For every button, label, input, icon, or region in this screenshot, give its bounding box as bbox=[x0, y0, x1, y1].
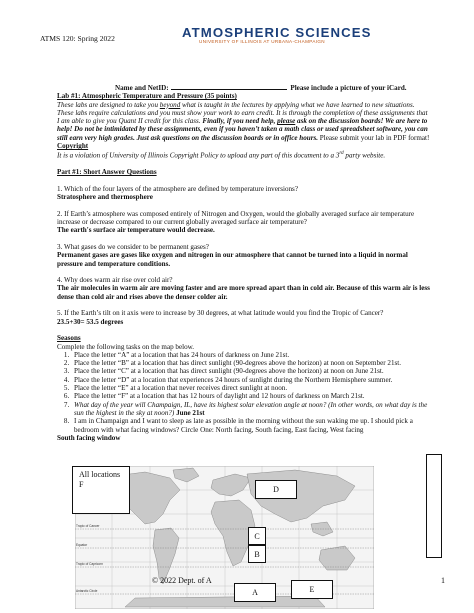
task8-answer: South facing window bbox=[57, 433, 121, 442]
answer-5: 23.5+30= 53.5 degrees bbox=[57, 317, 124, 326]
question-3: 3. What gases do we consider to be permanent gases? bbox=[57, 243, 209, 251]
lab-intro: These labs are designed to take you beyond what is taught in the lectures by applying what we have learned to new situations. These labs require calculations and you must show your work to earn credit. It is through the completion of these assignments that I am able to give you Quant II credit for this class. Finally, if you need help, please ask on the discussion boards! We are here to help! Do not be intimidated by these assignments, even if you haven’t taken a math class or used spreadsheet software, you can still earn very high grades. Just ask questions on the discussion boards or in office hours. Please submit your lab in PDF format! bbox=[57, 100, 430, 142]
name-netid-line bbox=[57, 84, 431, 92]
question-1: 1. Which of the four layers of the atmosphere are defined by temperature inversions? bbox=[57, 184, 298, 193]
seasons-heading: Seasons bbox=[57, 334, 81, 343]
seasons-task-list bbox=[57, 351, 431, 434]
answer-1: Stratosphere and thermosphere bbox=[57, 193, 153, 202]
letter-b-box: B bbox=[248, 545, 266, 563]
document-body bbox=[57, 84, 431, 442]
task7-answer: June 21st bbox=[176, 408, 205, 417]
task-item: 1. Place the letter “A” at a location that has 24 hours of darkness on June 21st. bbox=[71, 351, 431, 359]
letter-d-box: D bbox=[255, 480, 297, 499]
answer-2: The earth's surface air temperature would decrease. bbox=[57, 226, 215, 235]
answer-3: Permanent gases are gases like oxygen and nitrogen in our atmosphere that cannot be turned into a liquid in normal pressure and temperature conditions. bbox=[57, 251, 408, 268]
lab-title: Lab #1: Atmospheric Temperature and Pressure (35 points) bbox=[57, 92, 237, 101]
task-item: 3. Place the letter “C” at a location that has direct sunlight (90-degrees above the horizon) at noon on June 21st. bbox=[71, 367, 431, 375]
part1-heading: Part #1: Short Answer Questions bbox=[57, 168, 157, 177]
name-blank bbox=[171, 89, 287, 90]
all-locations-f-box: All locations F bbox=[72, 466, 130, 514]
task-item: 8. I am in Champaign and I want to sleep as late as possible in the morning without the sun waking me up. I should pick a bedroom with what facing windows? Circle One: North facing, South facing, East facing, West facing bbox=[71, 417, 431, 434]
side-frame bbox=[426, 454, 442, 558]
question-5: 5. If the Earth’s tilt on it axis were to increase by 30 degrees, at what latitude would you find the Tropic of Cancer? bbox=[57, 309, 384, 318]
seasons-instructions: Complete the following tasks on the map below. bbox=[57, 342, 195, 351]
task-item: 2. Place the letter “B” at a location that has direct sunlight (90-degrees above the horizon) at noon on September 21st. bbox=[71, 359, 431, 367]
task-item: 7. What day of the year will Champaign, IL, have its highest solar elevation angle at noon? (In other words, on what day is the sun the highest in the sky at noon?) June 21st bbox=[71, 401, 431, 418]
course-header: ATMS 120: Spring 2022 bbox=[40, 34, 115, 43]
letter-e-box: E bbox=[291, 580, 333, 599]
icard-instruction: Please include a picture of your iCard. bbox=[290, 84, 407, 92]
answer-4: The air molecules in warm air are moving faster and are more spread apart than in cold air. Because of this warm air is less dense than cold air and rises above the denser colder air. bbox=[57, 284, 430, 301]
logo-subtitle: UNIVERSITY OF ILLINOIS AT URBANA-CHAMPAIGN bbox=[199, 39, 325, 44]
letter-a-box: A bbox=[234, 583, 276, 602]
lat-label: Tropic of Cancer bbox=[76, 524, 100, 528]
page-number: 1 bbox=[441, 576, 445, 585]
question-2: 2. If Earth’s atmosphere was composed entirely of Nitrogen and Oxygen, would the globally averaged surface air temperature increase or decrease compared to our current globally averaged surface air temperature? bbox=[57, 209, 415, 227]
task-item: 4. Place the letter “D” at a location that experiences 24 hours of sunlight during the Northern Hemisphere summer. bbox=[71, 376, 431, 384]
atmospheric-sciences-logo bbox=[182, 25, 372, 45]
lat-label: Equator bbox=[76, 543, 88, 547]
lat-label: Antarctic Circle bbox=[76, 589, 98, 593]
task-item: 5. Place the letter “E” at a location that never receives direct sunlight at noon. bbox=[71, 384, 431, 392]
copyright-text: It is a violation of University of Illinois Copyright Policy to upload any part of this document to a 3rd party website. bbox=[57, 151, 386, 160]
logo-title: ATMOSPHERIC SCIENCES bbox=[182, 25, 372, 40]
footer-copyright: © 2022 Dept. of A bbox=[152, 576, 212, 585]
question-4: 4. Why does warm air rise over cold air? bbox=[57, 276, 173, 285]
lat-label: Tropic of Capricorn bbox=[76, 562, 103, 566]
copyright-heading: Copyright bbox=[57, 142, 89, 151]
name-label: Name and NetID: bbox=[115, 84, 169, 92]
task-item: 6. Place the letter “F” at a location that has 12 hours of daylight and 12 hours of darkness on March 21st. bbox=[71, 392, 431, 400]
letter-c-box: C bbox=[248, 527, 266, 545]
